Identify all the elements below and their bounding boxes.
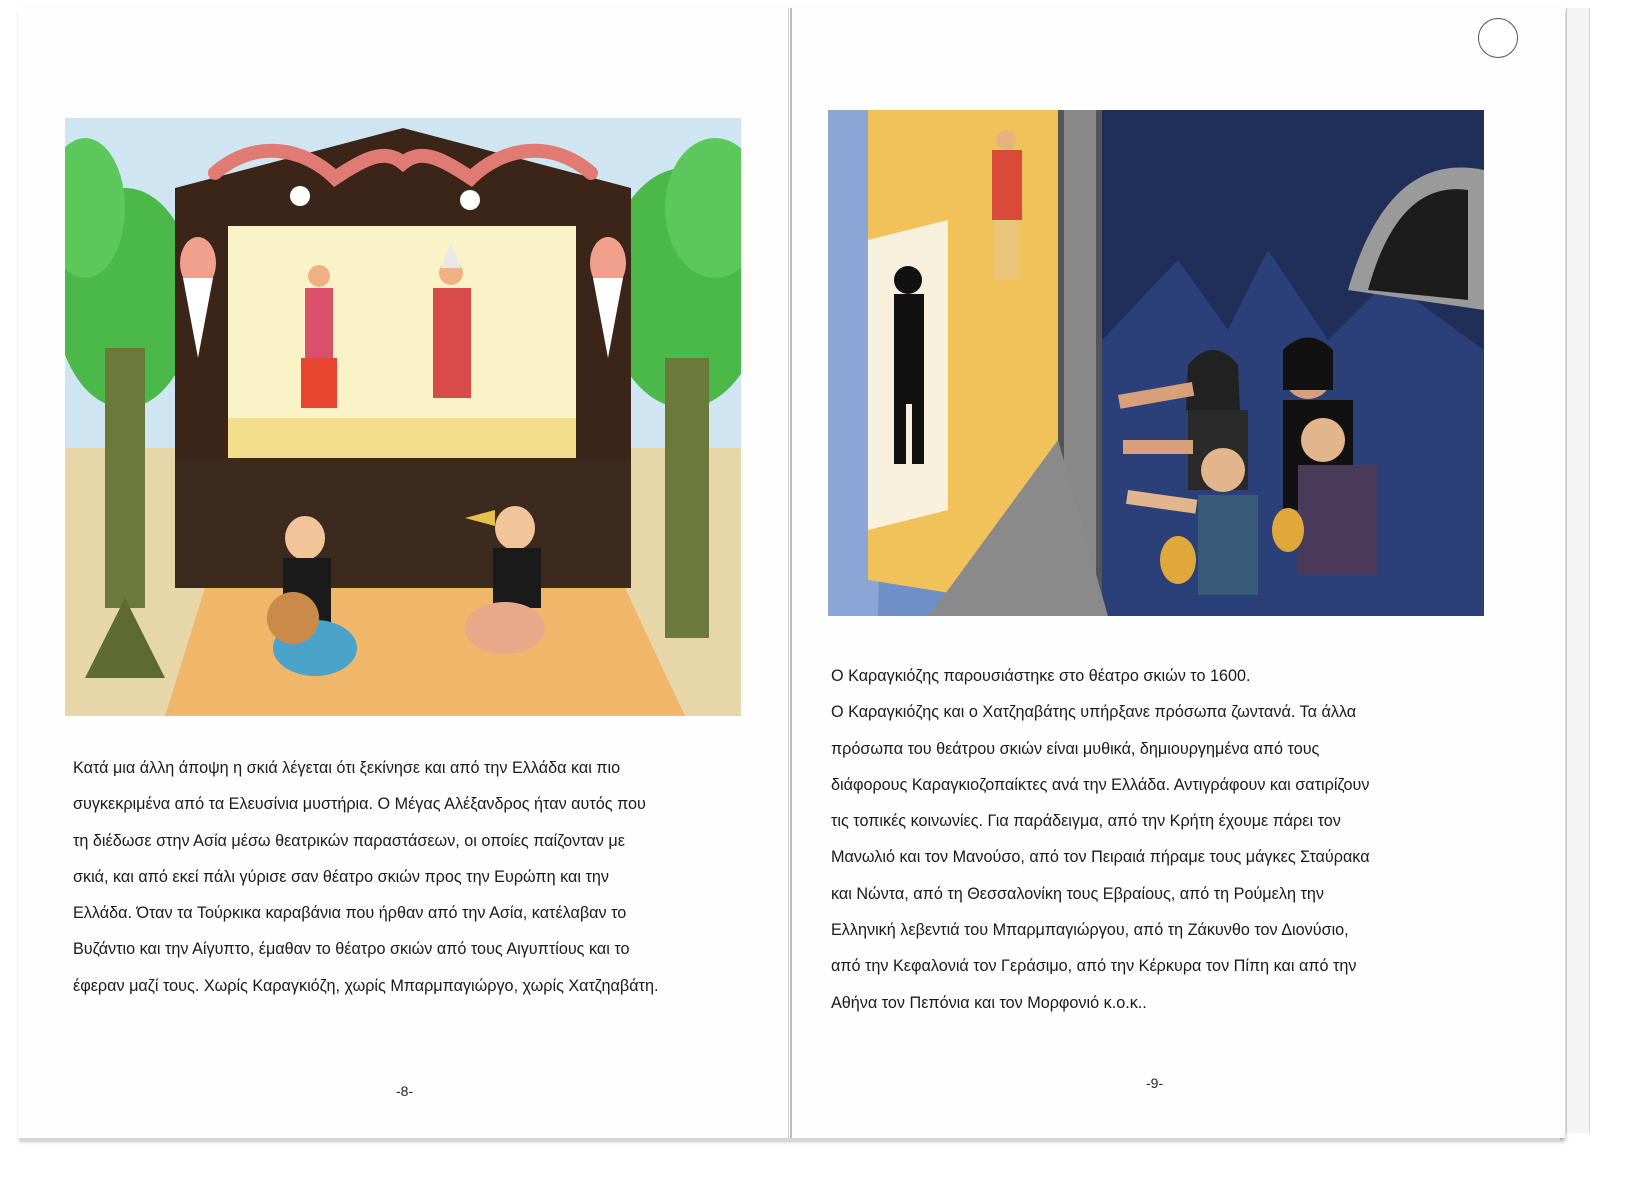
text-line: διάφορους Καραγκιοζοπαίκτες ανά την Ελλάδα. Αντιγράφουν και σατιρίζουν xyxy=(831,775,1370,794)
text-line: Κατά μια άλλη άποψη η σκιά λέγεται ότι ξεκίνησε και από την Ελλάδα και πιο xyxy=(73,759,621,777)
page-number-left: -8- xyxy=(396,1083,414,1099)
text-line: από την Κεφαλονιά τον Γεράσιμο, από την Κέρκυρα τον Πίπη και από την xyxy=(831,957,1357,976)
text-line: τη διέδωσε στην Ασία μέσω θεατρικών παραστάσεων, οι οποίες παίζονταν με xyxy=(73,831,625,850)
book-spread xyxy=(18,8,1563,1138)
text-line: έφεραν μαζί τους. Χωρίς Καραγκιόζη, χωρίς Μπαρμπαγιώργο, χωρίς Χατζηαβάτη. xyxy=(73,976,659,995)
text-line: πρόσωπα του θεάτρου σκιών είναι μυθικά, δημιουργημένα από τους xyxy=(831,739,1320,758)
text-line: Ο Καραγκιόζης και ο Χατζηαβάτης υπήρξανε πρόσωπα ζωντανά. Τα άλλα xyxy=(831,703,1357,722)
text-line: Ελληνική λεβεντιά του Μπαρμπαγιώργου, από τη Ζάκυνθο τον Διονύσιο, xyxy=(831,921,1349,940)
text-line: σκιά, και από εκεί πάλι γύρισε σαν θέατρο σκιών προς την Ευρώπη και την xyxy=(73,867,609,886)
text-line: Ελλάδα. Όταν τα Τούρκικα καραβάνια που ήρθαν από την Ασία, κατέλαβαν το xyxy=(73,904,627,923)
left-paragraph xyxy=(73,750,743,1004)
left-page xyxy=(18,8,789,1138)
text-line: και Νώντα, από τη Θεσσαλονίκη τους Εβραίους, από τη Ρούμελη την xyxy=(831,884,1324,903)
scan-shadow xyxy=(20,1138,1560,1142)
text-line: Ο Καραγκιόζης παρουσιάστηκε στο θέατρο σκιών το 1600. xyxy=(831,667,1251,685)
text-line: συγκεκριμένα από τα Ελευσίνια μυστήρια. Ο Μέγας Αλέξανδρος ήταν αυτός που xyxy=(73,795,646,814)
shadow-theatre-illustration xyxy=(65,118,741,716)
right-paragraph xyxy=(831,658,1511,1021)
text-line: τις τοπικές κοινωνίες. Για παράδειγμα, από την Κρήτη έχουμε πάρει τον xyxy=(831,812,1341,831)
text-line: Βυζάντιο και την Αίγυπτο, έμαθαν το θέατρο σκιών από τους Αιγυπτίους και το xyxy=(73,940,630,959)
page-stack-edge xyxy=(1566,8,1590,1133)
page-number-right: -9- xyxy=(1146,1075,1164,1091)
cave-illustration xyxy=(828,110,1484,616)
text-line: Αθήνα τον Πεπόνια και τον Μορφονιό κ.ο.κ.. xyxy=(831,993,1147,1012)
text-line: Μανωλιό και τον Μανούσο, από τον Πειραιά πήραμε τους μάγκες Σταύρακα xyxy=(831,848,1370,867)
right-page xyxy=(790,8,1565,1138)
binder-hole xyxy=(1478,18,1518,58)
